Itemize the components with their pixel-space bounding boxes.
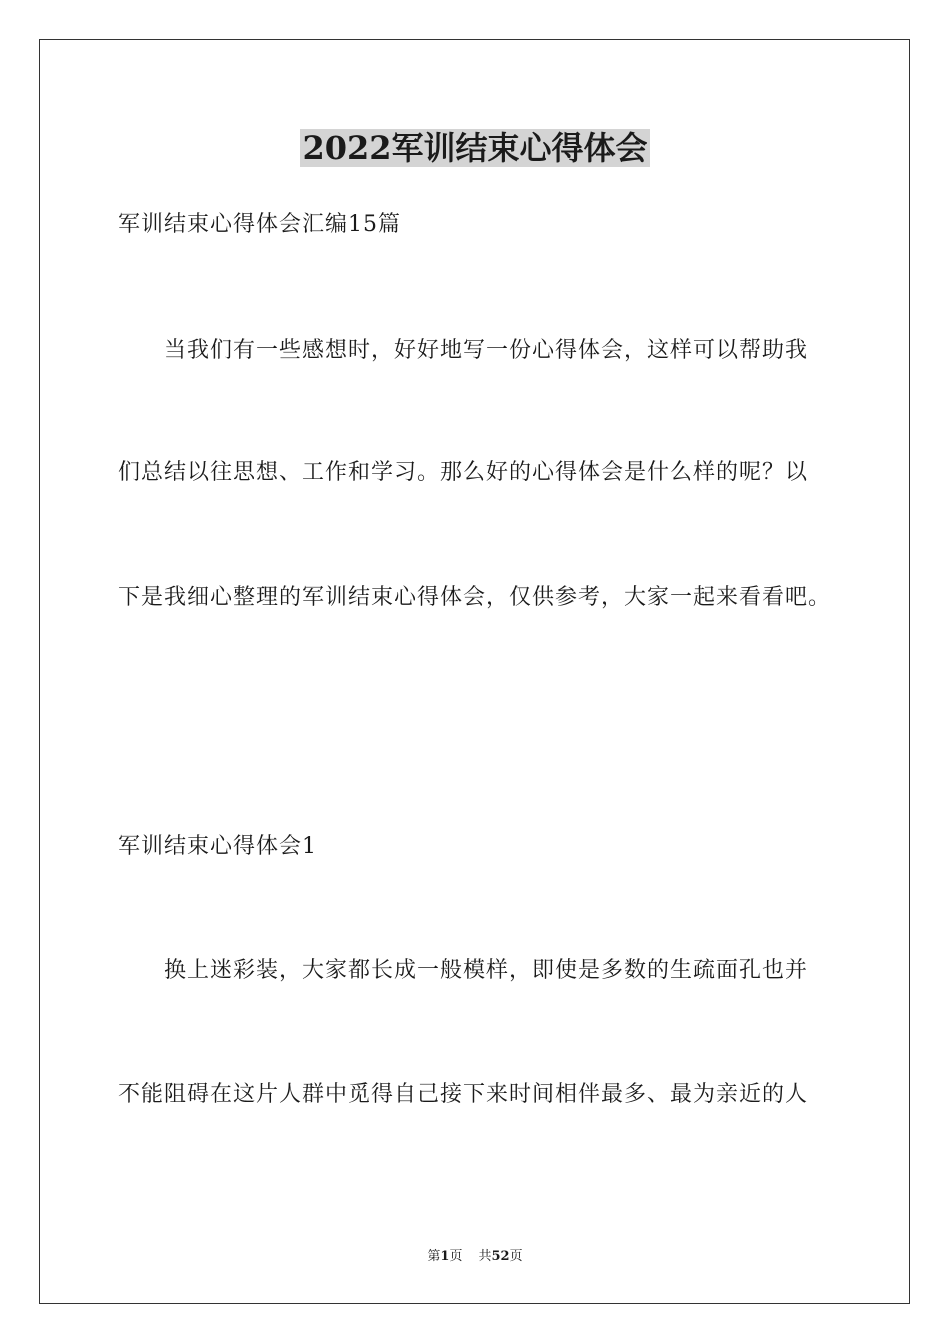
section-heading: 军训结束心得体会1 — [118, 834, 317, 859]
document-title — [0, 126, 950, 170]
intro-line-1: 当我们有一些感想时，好好地写一份心得体会，这样可以帮助我 — [164, 338, 809, 363]
section-line-1: 换上迷彩装，大家都长成一般模样，即使是多数的生疏面孔也并 — [164, 958, 809, 983]
footer-page-suffix: 页 — [449, 1249, 463, 1264]
footer-total-prefix: 共 — [478, 1249, 492, 1264]
footer-page-total: 52 — [491, 1249, 510, 1264]
footer-page-prefix: 第 — [427, 1249, 441, 1264]
intro-line-3: 下是我细心整理的军训结束心得体会，仅供参考，大家一起来看看吧。 — [118, 585, 832, 610]
footer-total-suffix: 页 — [509, 1249, 523, 1264]
document-subtitle: 军训结束心得体会汇编15篇 — [118, 212, 401, 237]
page-footer — [0, 1248, 950, 1266]
section-line-2: 不能阻碍在这片人群中觅得自己接下来时间相伴最多、最为亲近的人 — [118, 1082, 809, 1107]
document-title-text: 2022军训结束心得体会 — [302, 129, 648, 167]
footer-page-current: 1 — [440, 1249, 450, 1264]
intro-line-2: 们总结以往思想、工作和学习。那么好的心得体会是什么样的呢？以 — [118, 460, 809, 485]
